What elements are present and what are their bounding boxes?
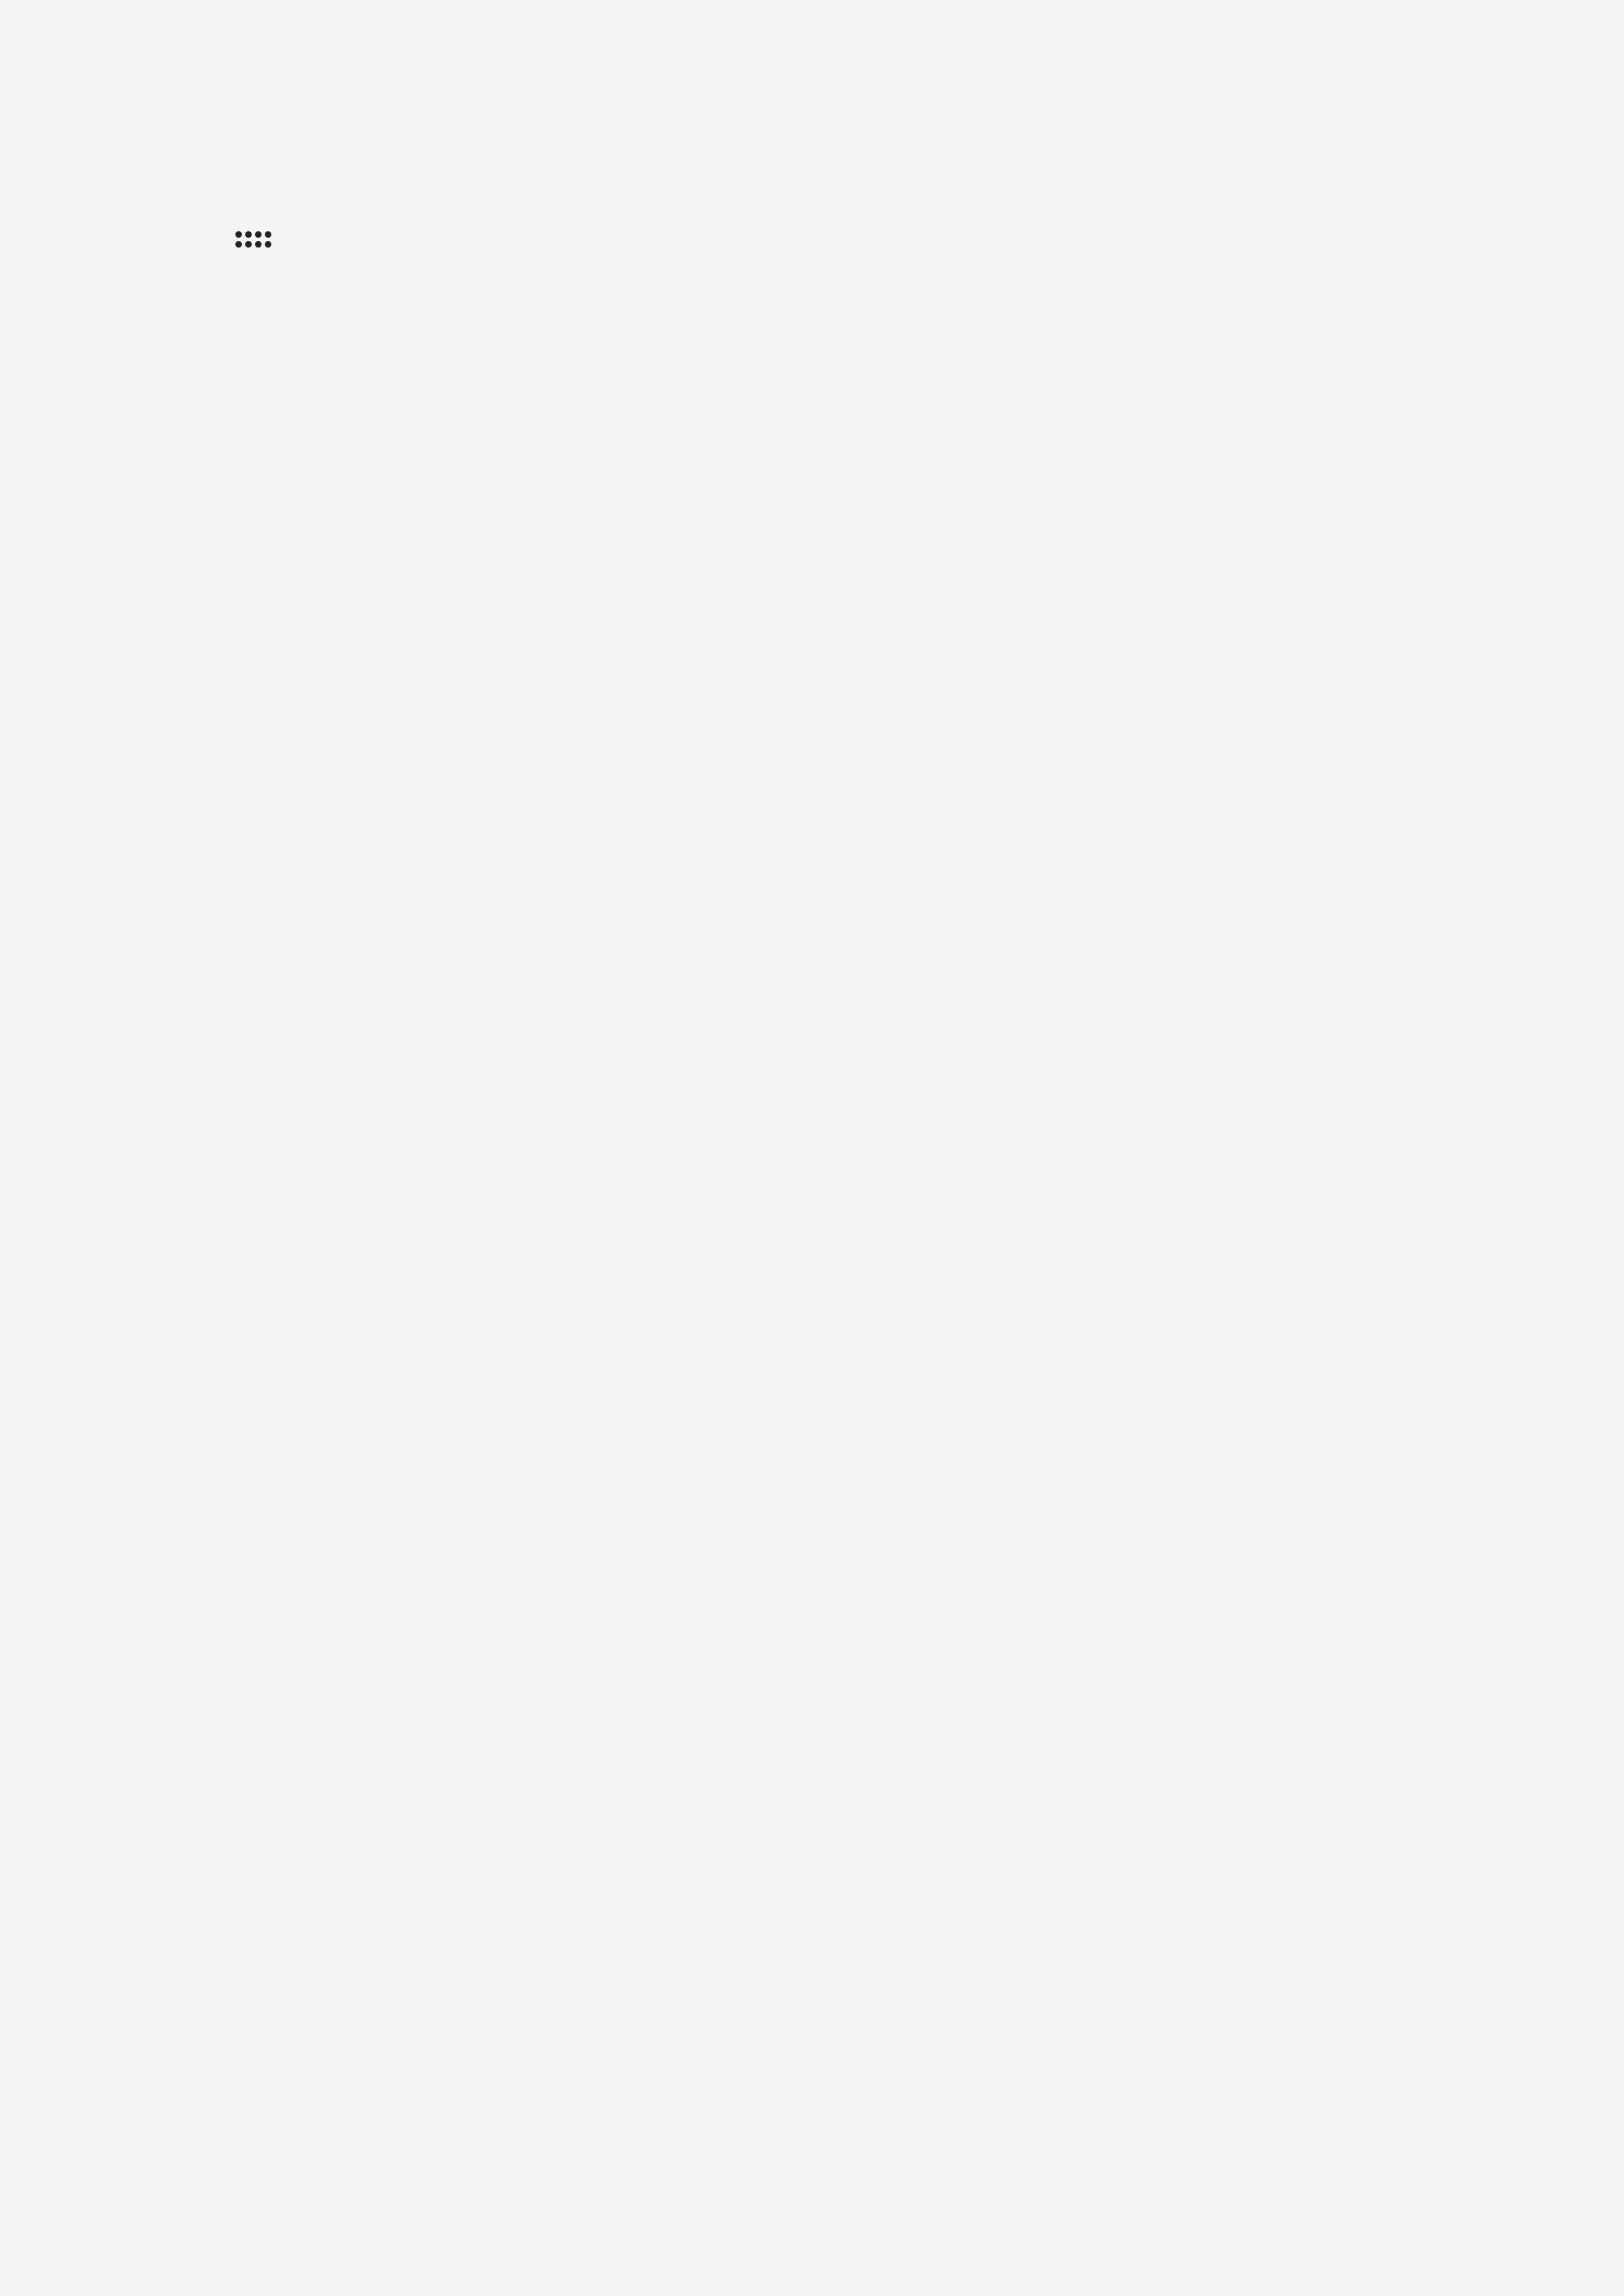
page-content	[235, 279, 1389, 284]
page-header	[235, 221, 302, 258]
header-dots-icon	[235, 231, 271, 248]
